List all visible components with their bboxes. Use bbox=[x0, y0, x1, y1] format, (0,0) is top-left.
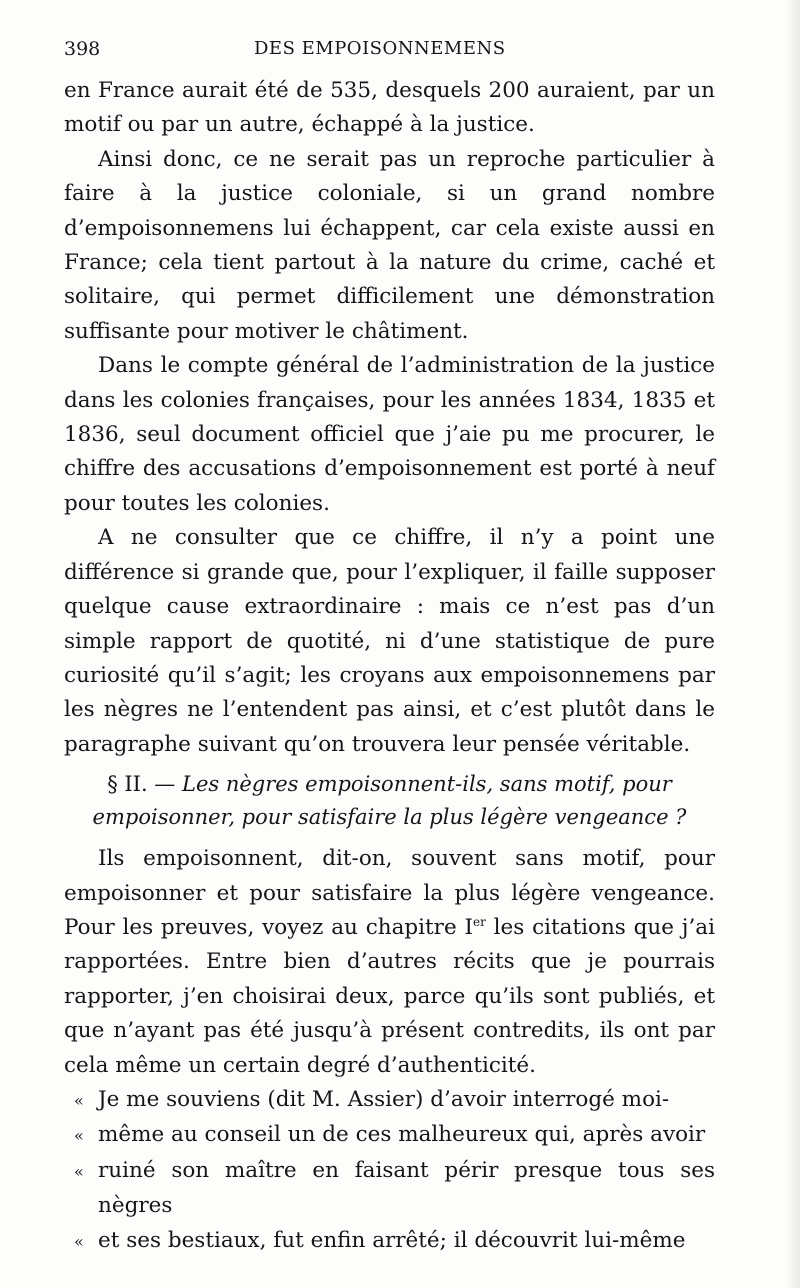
paragraph-2: Ainsi donc, ce ne serait pas un reproche particulier à faire à la justice coloniale, si un grand nombre d’empoisonnemens lui échappent, car cela existe aussi en France; cela tient partout à la nature du crime, caché et solitaire, qui permet difficilement une démonstration suffisante pour motiver le châtiment. bbox=[64, 146, 715, 344]
running-head bbox=[64, 36, 715, 62]
page-edge-shadow bbox=[786, 0, 800, 1288]
body-text bbox=[64, 74, 715, 1259]
paragraph-5-before: Ils empoisonnent, dit-on, souvent sans motif, pour empoisonner et pour satisfaire la plus légère vengeance. Pour les preuves, voyez au chapitre I bbox=[64, 846, 715, 940]
quote-mark: « bbox=[74, 1231, 84, 1251]
section-title: Les nègres empoisonnent-ils, sans motif, pour empoisonner, pour satisfaire la plus légère vengeance ? bbox=[92, 772, 687, 830]
quote-mark: « bbox=[74, 1126, 84, 1146]
quote-line-2 bbox=[64, 1118, 715, 1153]
quote-mark: « bbox=[74, 1090, 84, 1110]
quote-line-text: Je me souviens (dit M. Assier) d’avoir interrogé moi- bbox=[98, 1086, 670, 1112]
page-number: 398 bbox=[64, 38, 101, 60]
section-number: § II. — bbox=[107, 772, 176, 797]
paragraph-4: A ne consulter que ce chiffre, il n’y a point une différence si grande que, pour l’expliquer, il faille supposer quelque cause extraordinaire : mais ce n’est pas d’un simple rapport de quotité, ni d’une statistique de pure curiosité qu’il s’agit; les croyans aux empoisonnemens par les nègres ne l’entendent pas ainsi, et c’est plutôt dans le paragraphe suivant qu’on trouvera leur pensée véritable. bbox=[64, 525, 715, 757]
section-heading bbox=[64, 768, 715, 834]
chapter-superscript: er bbox=[473, 914, 486, 929]
quote-mark: « bbox=[74, 1161, 84, 1181]
paragraph-5-after: les citations que j’ai rapportées. Entre bien d’autres récits que je pourrais rapporter, j’en choisirai deux, parce qu’ils sont publiés, et que n’ayant pas été jusqu’à présent contredits, ils ont par cela même un certain degré d’authenticité. bbox=[64, 914, 715, 1078]
running-title: DES EMPOISONNEMENS bbox=[254, 38, 506, 59]
quote-line-1 bbox=[64, 1083, 715, 1118]
paragraph-3: Dans le compte général de l’administration de la justice dans les colonies françaises, pour les années 1834, 1835 et 1836, seul document officiel que j’aie pu me procurer, le chiffre des accusations d’empoisonnement est porté à neuf pour toutes les colonies. bbox=[64, 353, 715, 516]
quote-line-text: même au conseil un de ces malheureux qui, après avoir bbox=[98, 1122, 706, 1148]
quote-line-text: ruiné son maître en faisant périr presque tous ses nègres bbox=[98, 1157, 715, 1219]
paragraph-1: en France aurait été de 535, desquels 200 auraient, par un motif ou par un autre, échappé à la justice. bbox=[64, 78, 715, 138]
quote-line-text: et ses bestiaux, fut enfin arrêté; il découvrit lui-même bbox=[98, 1227, 686, 1253]
quote-line-3 bbox=[64, 1154, 715, 1224]
quote-line-4 bbox=[64, 1224, 715, 1259]
paragraph-5 bbox=[64, 842, 715, 1083]
